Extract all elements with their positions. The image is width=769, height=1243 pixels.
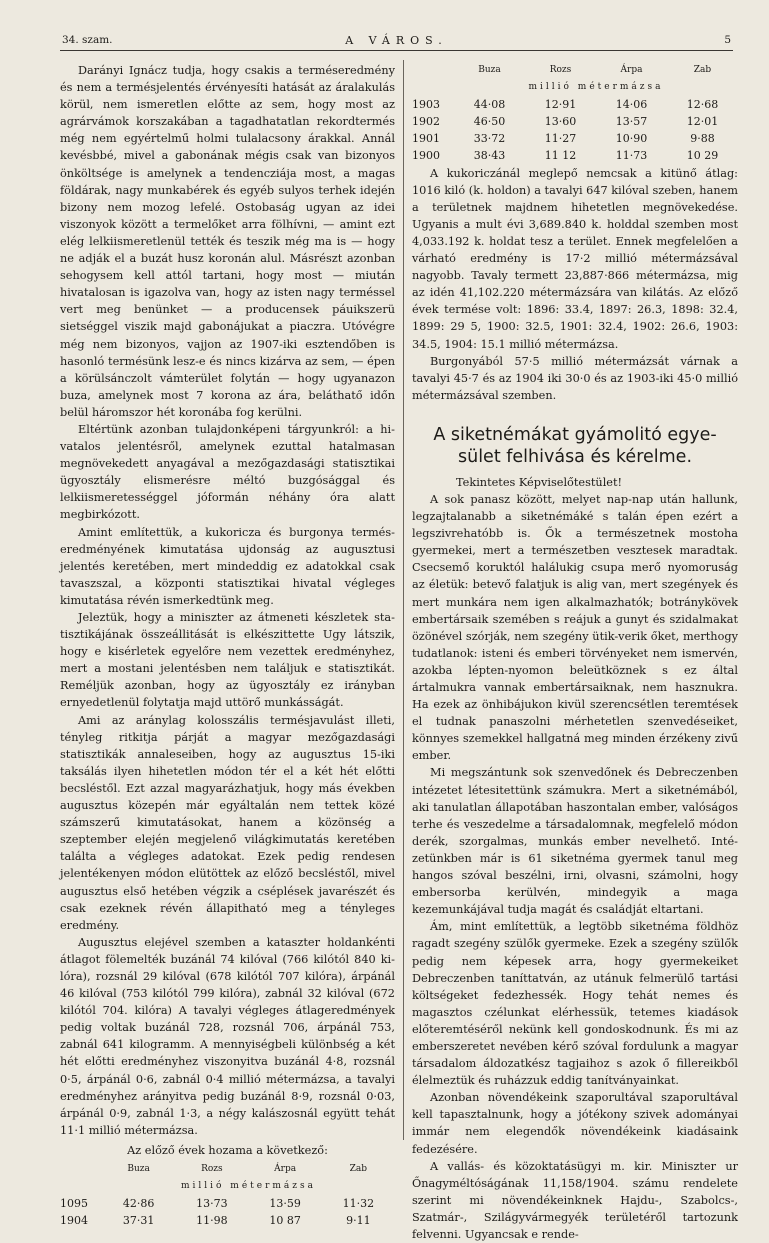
value-cell: 12·91 bbox=[544, 98, 577, 112]
year-cell: 1095 bbox=[60, 1197, 88, 1211]
table-row bbox=[412, 130, 738, 147]
col-header: Árpa bbox=[620, 65, 643, 75]
table-unit: millió métermázsa bbox=[180, 1181, 317, 1192]
salutation: Tekintetes Képviselőtestület! bbox=[456, 475, 623, 489]
paragraph: Augusztus elejével szemben a kataszter holdankénti átlagot fölemelték buzánál 74 kilóval (766 kilótól 840 kilóra), rozsnál 29 kilóval (678 kilótól 707 kilóra), árpánál 46 kilóval (753 kilótól 799 kilóra), zabnál 32 kilóval (672 kilótól 704. kilóra) A tavalyi végleges átlageredmények pedig voltak buzánál 728, rozsnál 706, árpánál 753, zabnál 641 kilogramm. A mennyiségbeli különbség a két hét előtti eredményhez viszonyitva buzánál 4·8, rozsnál 0·5, árpánál 0·6, zabnál 0·4 millió métermázsa, a tavalyi eredményhez arányitva pedig buzánál 8·9, rozsnál 0·03, árpánál 0·9, zabnál 1·3, a négy kalászosnál együtt tehát 11·1 millió métermázsa. bbox=[60, 935, 395, 1137]
table-row bbox=[60, 1195, 395, 1212]
value-cell: 9·88 bbox=[690, 132, 715, 146]
value-cell: 10 29 bbox=[686, 149, 719, 163]
value-cell: 12·01 bbox=[686, 115, 719, 129]
col-header: Árpa bbox=[274, 1164, 297, 1174]
value-cell: 42·86 bbox=[122, 1197, 155, 1211]
paragraph: Darányi Ignácz tudja, hogy csakis a terméseredmény és nem a termésjelentés érvényesíti hatását az áralakulás körül, nem ismeretlen előtte az sem, hogy most az agrárvámok korszakában a tagadhatatlan rekordtermés még nem egyértelmű holmi tulalacsony árakkal. Annál kevésbbé, mivel a gabonának mégis csak van bizonyos önköltsége is amelynek a tendencziája most, a magas földárak, nagy munkabérek és egyéb sulyos terhek idején bizony nem mozog lefelé. Ostobaság ugyan az idei viszonyok között a termelőket arra fölhívni, — amint ezt elég lelkiismeretlenül tették és teszik még ma is — hogy ne adják el a buzát husz koronán alul. Másrészt azonban sehogysem kell attól tartani, hogy most — miután hivatalosan is igazolva van, hogy az isten nagy terméssel vert meg benünket — a producensek páuikszerü sietséggel viszik majd gabonájukat a piaczra. Utóvégre még nem bizonyos, vajjon az 1907-iki esztendőben is hasonló termésünk lesz-e és nincs kizárva az sem, — épen a körülsánczolt vámterület folytán — hogy ugyanazon buza, amelynek most 7 korona az ára, beláthatő időn belül háromszor hét koronába fog kerülni. bbox=[60, 64, 395, 419]
year-cell: 1904 bbox=[60, 1214, 88, 1228]
year-cell: 1900 bbox=[412, 149, 440, 163]
col-header: Buza bbox=[478, 65, 501, 75]
paragraph: Amint említettük, a kukoricza és burgonya terméseredményének kimutatása ujdonság az augusztusi jelentés keretében, mert mindeddig ez adatokkal csak tavaszszal, a központi statisztikai hivatal végleges kimutatása révén ismerkedtünk meg. bbox=[60, 525, 395, 607]
value-cell: 13·73 bbox=[196, 1197, 228, 1211]
year-cell: 1902 bbox=[412, 115, 440, 129]
value-cell: 11·73 bbox=[615, 149, 648, 163]
page-header bbox=[62, 34, 731, 48]
paragraph: Ám, mint említettük, a legtöbb siketnéma földhöz ragadt szegény szülők gyermeke. Ezek a szegény szülők pedig nem képesek arra, hogy gyermekeiket Debreczenben taníttatván, az utánuk felmerülő tartási költségeket fedezhessék. Hogy tehát nemes és magasztos czélunkat elérhessük, tetemes kiadások előteremtéséről nekünk kell gondoskodnunk. És mi az emberszeretet nevében kérő szóval fordulunk a magyar társadalom áldozatkész tagjaihoz s azok ő fillereikből élelmeztük és ruházzuk eddig tanítványainkat. bbox=[412, 920, 738, 1088]
issue-number: 34. szam. bbox=[62, 34, 113, 46]
value-cell: 44·08 bbox=[473, 98, 506, 112]
table-intro: Az előző évek hozama a következő: bbox=[127, 1143, 328, 1157]
value-cell: 11·27 bbox=[544, 132, 577, 146]
value-cell: 13·59 bbox=[269, 1197, 301, 1211]
column-divider bbox=[403, 60, 404, 1140]
year-cell: 1903 bbox=[412, 98, 440, 112]
right-column bbox=[412, 62, 738, 1243]
value-cell: 10·90 bbox=[615, 132, 648, 146]
newspaper-title: A VÁROS. bbox=[345, 34, 448, 47]
value-cell: 11·98 bbox=[196, 1214, 228, 1228]
paragraph: A sok panasz között, melyet nap-nap után hallunk, legzajtalanabb a siketnémáké s talán épen ezért a legszivrehatóbb is. Ők a természetnek mostoha gyermekei, mert a természetben vesztesek maradtak. Csecsemő koruktól halálukig csupa merő nyomoruság az életük: betevő falatjuk is alig van, mert szegények és mert munkára nem igen alkalmazhatók; botránykövek embertársaik szemében s reájuk a gunyt és szidalmakat özönével szórják, nem szegény ütik-verik őket, merthogy tudatlanok: isteni és emberi törvényeket nem ismervén, azokba lépten-nyomon beleütköznek s ez által ártalmukra vannak embertársaiknak, nem hasznukra. Ha ezek az önhibájukon kivül szerencsétlen teremtések el tudnak panaszolni mérhetetlen szenvedéseiket, könnyes szemekkel hallgatná meg minden érzékeny zivű ember. bbox=[412, 492, 738, 763]
col-header: Rozs bbox=[201, 1164, 223, 1174]
col-header: Zab bbox=[349, 1164, 368, 1174]
table-row bbox=[412, 113, 738, 130]
value-cell: 46·50 bbox=[473, 115, 506, 129]
paragraph: A vallás- és közoktatásügyi m. kir. Miniszter ur Őnagyméltóságának 11,158/1904. számu rendelete szerint mi növendékeinknek Hajdu-, Szabolcs-, Szatmár-, Szilágyvármegyék területéről tartozunk felvenni. Ugyancsak e rende- bbox=[412, 1159, 738, 1241]
heading-line: sület felhivása és kérelme. bbox=[457, 446, 693, 467]
paragraph: Azonban növendékeink szaporultával szaporultával kell tapasztalnunk, hogy a jótékony szivek adományai immár nem elegendők növendékeink kiadásaink fedezésére. bbox=[412, 1091, 738, 1156]
col-header: Zab bbox=[693, 65, 712, 75]
value-cell: 13·60 bbox=[544, 115, 577, 129]
paragraph: Mi megszántunk sok szenvedőnek és Debreczenben intézetet létesitettünk számukra. Mert a siketnémából, aki tanulatlan állapotában haszontalan ember, valóságos terhe és veszedelme a társadalomnak, megfelelő módon derék, szorgalmas, munkás ember nevelhető. Intézetünkben már is 61 siketnéma gyermek tanul meg hangos szóval beszélni, irni, olvasni, számolni, hogy embersorba kerülvén, mindegyik a maga kezemunkájával tudja magát és családját eltartani. bbox=[412, 766, 738, 917]
heading-line: A siketnémákat gyámolitó egye- bbox=[433, 424, 717, 445]
value-cell: 13·57 bbox=[615, 115, 648, 129]
paragraph: A kukoriczánál meglepő nemcsak a kitünő átlag: 1016 kiló (k. holdon) a tavalyi 647 kilóval szeben, hanem a területnek majdnem hihetetlen megnövekedése. Ugyanis a mult évi 3,689.840 k. holddal szemben most 4,033.192 k. holdat tesz a terület. Ennek megfelelően a várható eredmény is 17·2 millió métermázsával nagyobb. Tavaly termett 23,887·866 métermázsa, mig az idén 41,102.220 métermázsára van kilátás. Az előző évek termése volt: 1896: 33.4, 1897: 26.3, 1898: 32.4, 1899: 29 5, 1900: 32.5, 1901: 32.4, 1902: 26.6, 1903: 34.5, 1904: 15.1 millió métermázsa. bbox=[412, 166, 738, 351]
paragraph: Ami az aránylag kolosszális termésjavulást illeti, tényleg ritkitja párját a magyar mezőgazdasági statisztikák annaleseiben, hogy az augusztus 15-iki taksálás ilyen hihetetlen módon tér el a két hét előtti becsléstől. Ezt azzal magyarázhatjuk, hogy más években augusztus közepén már egyáltalán nem tettek közé számszerű kimutatásokat, hanem a közönség a szeptember elején megjelenő világkimutatás keretében találta a végleges adatokat. Ezek pedig rendesen jelentékenyen módon elütöttek az előző becsléstől, mivel augusztus első hetében végzik a cséplések javarészét és csak ezeknek révén állapitható meg a tényleges eredmény. bbox=[60, 713, 395, 932]
year-cell: 1901 bbox=[412, 132, 440, 146]
value-cell: 12·68 bbox=[686, 98, 719, 112]
col-header: Buza bbox=[127, 1164, 150, 1174]
table-header-row bbox=[60, 1161, 395, 1178]
paragraph: Burgonyából 57·5 millió métermázsát várnak a tavalyi 45·7 és az 1904 iki 30·0 és az 1903-iki 45·0 millió métermázsával szemben. bbox=[412, 354, 738, 402]
article-heading bbox=[412, 424, 738, 468]
value-cell: 14·06 bbox=[615, 98, 648, 112]
value-cell: 9·11 bbox=[346, 1214, 371, 1228]
value-cell: 11·32 bbox=[342, 1197, 375, 1211]
value-cell: 10 87 bbox=[269, 1214, 301, 1228]
table-row bbox=[412, 147, 738, 164]
col-header: Rozs bbox=[549, 65, 572, 75]
value-cell: 11 12 bbox=[544, 149, 577, 163]
yield-table-right bbox=[412, 62, 738, 165]
paragraph: Jeleztük, hogy a miniszter az átmeneti készletek statisztikájának összeállitását is elkészittette Ugy látszik, hogy e kisérletek egyelőre nem vezettek eredményhez, mert a mostani jelentésben nem találjuk e statisztikát. Reméljük azonban, hogy az ügyosztály ez irányban ernyedetlenül folytatja majd uttörő munkásságát. bbox=[60, 611, 395, 710]
table-header-row bbox=[412, 62, 738, 79]
left-column bbox=[60, 62, 395, 1229]
paragraph: Eltértünk azonban tulajdonképeni tárgyunkról: a hivatalos jelentésről, amelynek ezuttal hatalmasan megnövekedett anyagával a mezőgazdasági statisztikai ügyosztály elismerésre méltó buzgósággal és lelkiismeretességgel jóformán néhány óra alatt megbirkózott. bbox=[60, 422, 395, 522]
value-cell: 33·72 bbox=[473, 132, 506, 146]
header-rule bbox=[60, 50, 733, 51]
value-cell: 38·43 bbox=[473, 149, 506, 163]
yield-table-left bbox=[60, 1161, 395, 1229]
value-cell: 37·31 bbox=[122, 1214, 155, 1228]
table-row bbox=[60, 1212, 395, 1229]
table-unit: millió métermázsa bbox=[528, 82, 664, 93]
page-number: 5 bbox=[724, 34, 731, 46]
table-row bbox=[412, 96, 738, 113]
